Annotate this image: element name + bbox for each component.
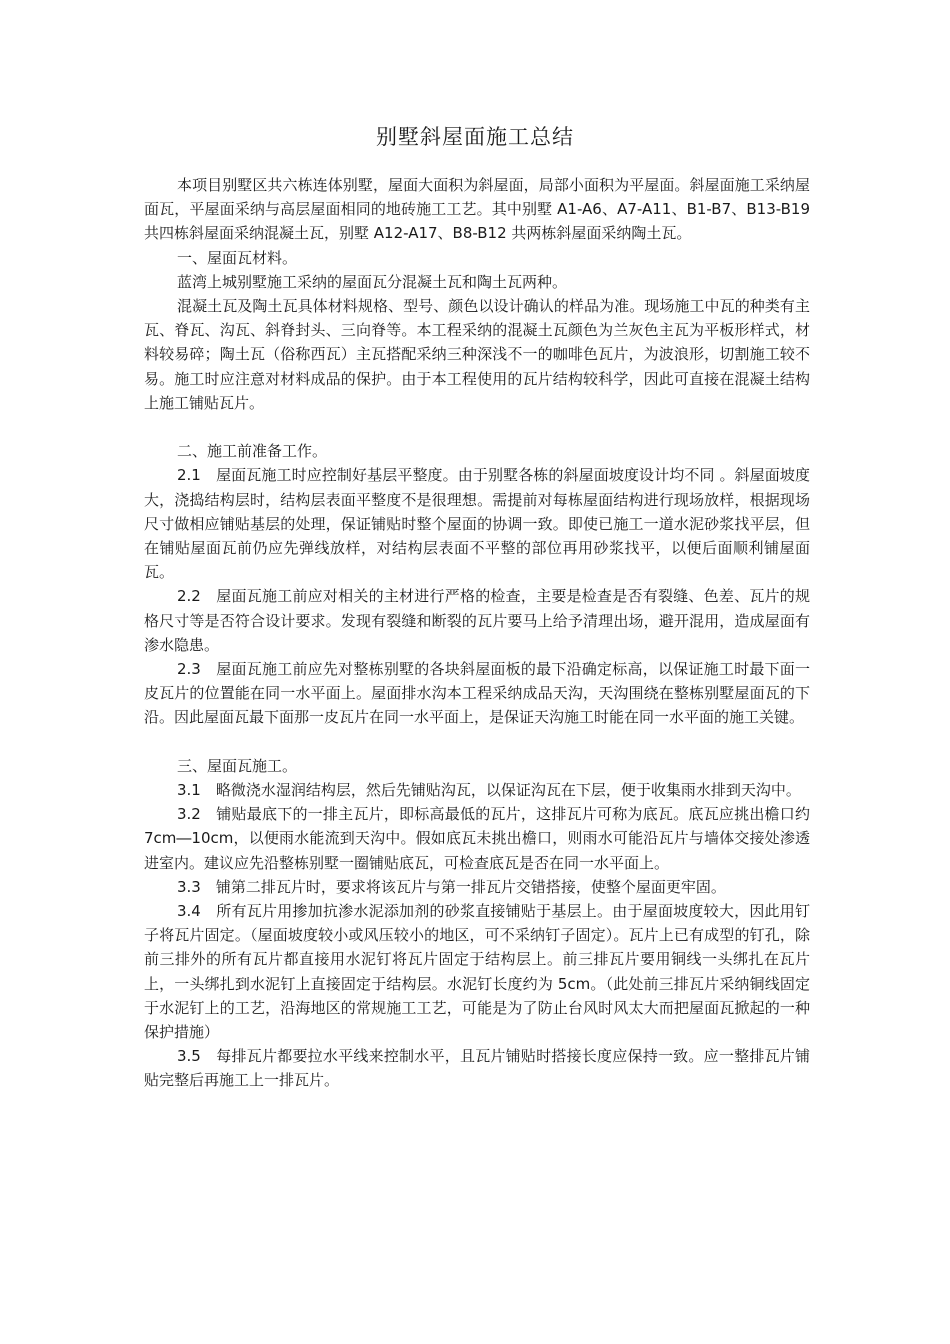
- paragraph-3-1: 3.1 略微浇水湿润结构层，然后先铺贴沟瓦，以保证沟瓦在下层，便于收集雨水排到天沟中。: [177, 781, 801, 800]
- paragraph-2-1: 2.1 屋面瓦施工时应控制好基层平整度。由于别墅各栋的斜屋面坡度设计均不同 。斜屋面坡度大，浇捣结构层时，结构层表面平整度不是很理想。需提前对每栋屋面结构进行现场放样，根据现场尺寸做相应铺贴基层的处理，保证铺贴时整个屋面的协调一致。即使已施工一道水泥砂浆找平层，但在铺贴屋面瓦前仍应先弹线放样，对结构层表面不平整的部位再用砂浆找平，以便后面顺利铺屋面瓦。: [144, 466, 810, 582]
- blank-line: [144, 730, 810, 754]
- paragraph: 蓝湾上城别墅施工采纳的屋面瓦分混凝土瓦和陶土瓦两种。: [177, 272, 568, 291]
- section-heading-1: 一、屋面瓦材料。: [177, 248, 298, 267]
- document-title: 别墅斜屋面施工总结: [376, 125, 574, 149]
- paragraph-3-2: 3.2 铺贴最底下的一排主瓦片，即标高最低的瓦片，这排瓦片可称为底瓦。底瓦应挑出檐口约 7cm―10cm，以便雨水能流到天沟中。假如底瓦未挑出檐口，则雨水可能沿瓦片与墙体交接处渗透进室内。建议应先沿整栋别墅一圈铺贴底瓦，可检查底瓦是否在同一水平面上。: [144, 805, 810, 872]
- paragraph: 混凝土瓦及陶土瓦具体材料规格、型号、颜色以设计确认的样品为准。现场施工中瓦的种类有主瓦、脊瓦、沟瓦、斜脊封头、三向脊等。本工程采纳的混凝土瓦颜色为兰灰色主瓦为平板形样式，材料较易碎；陶土瓦（俗称西瓦）主瓦搭配采纳三种深浅不一的咖啡色瓦片，为波浪形，切割施工较不易。施工时应注意对材料成品的保护。由于本工程使用的瓦片结构较科学，因此可直接在混凝土结构上施工铺贴瓦片。: [144, 297, 810, 412]
- section-heading-2: 二、施工前准备工作。: [177, 442, 328, 461]
- paragraph-intro: 本项目别墅区共六栋连体别墅，屋面大面积为斜屋面，局部小面积为平屋面。斜屋面施工采纳屋面瓦，平屋面采纳与高层屋面相同的地砖施工工艺。其中别墅 A1-A6、A7-A11、B1-B7、B13-B19 共四栋斜屋面采纳混凝土瓦，别墅 A12-A17、B8-B12 共两栋斜屋面采纳陶土瓦。: [144, 176, 810, 243]
- document-body: [144, 173, 810, 1093]
- blank-line: [144, 415, 810, 439]
- section-heading-3: 三、屋面瓦施工。: [177, 756, 298, 775]
- paragraph-3-4: 3.4 所有瓦片用掺加抗渗水泥添加剂的砂浆直接铺贴于基层上。由于屋面坡度较大，因此用钉子将瓦片固定。（屋面坡度较小或风压较小的地区，可不采纳钉子固定）。瓦片上已有成型的钉孔，除前三排外的所有瓦片都直接用水泥钉将瓦片固定于结构层上。前三排瓦片要用铜线一头绑扎在瓦片上，一头绑扎到水泥钉上直接固定于结构层。水泥钉长度约为 5cm。（此处前三排瓦片采纳铜线固定于水泥钉上的工艺，沿海地区的常规施工工艺，可能是为了防止台风时风太大而把屋面瓦掀起的一种保护措施）: [144, 902, 810, 1042]
- paragraph-2-2: 2.2 屋面瓦施工前应对相关的主材进行严格的检查，主要是检查是否有裂缝、色差、瓦片的规格尺寸等是否符合设计要求。发现有裂缝和断裂的瓦片要马上给予清理出场，避开混用，造成屋面有渗水隐患。: [144, 587, 810, 654]
- paragraph-3-5: 3.5 每排瓦片都要拉水平线来控制水平，且瓦片铺贴时搭接长度应保持一致。应一整排瓦片铺贴完整后再施工上一排瓦片。: [144, 1047, 810, 1090]
- paragraph-2-3: 2.3 屋面瓦施工前应先对整栋别墅的各块斜屋面板的最下沿确定标高，以保证施工时最下面一皮瓦片的位置能在同一水平面上。屋面排水沟本工程采纳成品天沟，天沟围绕在整栋别墅屋面瓦的下沿。因此屋面瓦最下面那一皮瓦片在同一水平面上，是保证天沟施工时能在同一水平面的施工关键。: [144, 660, 810, 727]
- paragraph-3-3: 3.3 铺第二排瓦片时，要求将该瓦片与第一排瓦片交错搭接，使整个屋面更牢固。: [177, 877, 726, 896]
